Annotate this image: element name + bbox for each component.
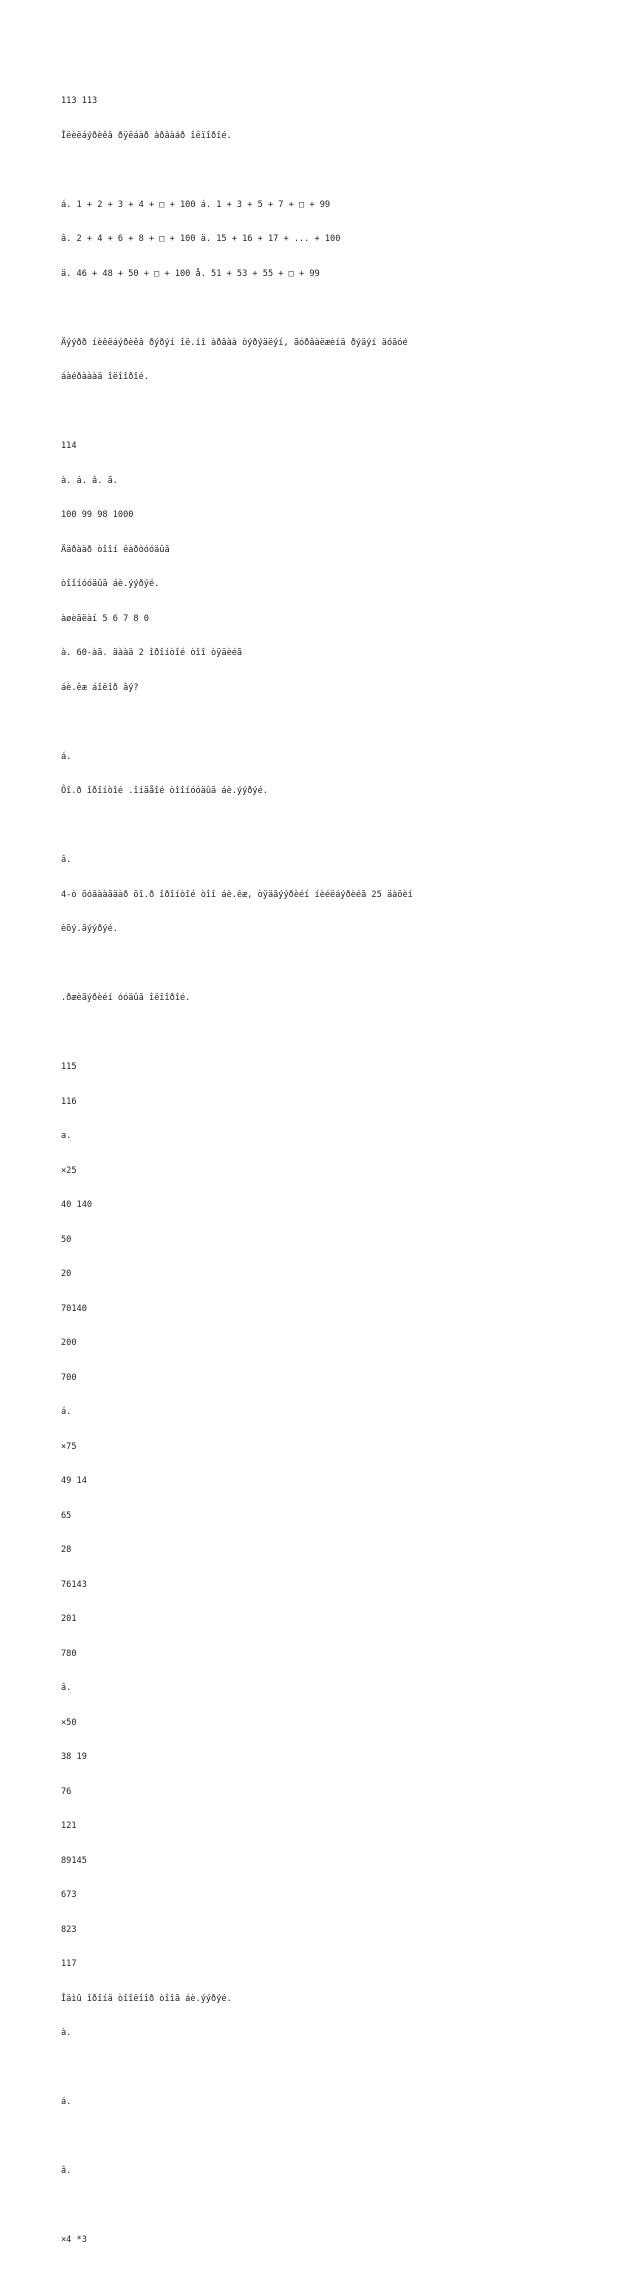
text-line: 28 — [61, 1545, 72, 1555]
text-line: Îäìû îðîíä òîîëîîð òîîã áè.ýýðýé. — [61, 1993, 232, 2004]
text-line: Ääðààð òîîí êàðòóóäûã — [61, 544, 170, 555]
text-line: 20 — [61, 1269, 72, 1279]
text-line: à. 60-àã. äààä 2 îðîíòîé òîî òÿäèéã — [61, 648, 243, 658]
text-line: èõý.ãýýðýé. — [61, 924, 118, 934]
text-line — [61, 959, 621, 971]
text-line: Äýýðð íèêëáýðèêâ ðýðýí îë.íî àðâàà òýðýäëýí, ãóðâàëæèíä ðýäýí äóãóé — [61, 337, 408, 348]
text-line: 38 19 — [61, 1752, 87, 1762]
text-line: 76 — [61, 1786, 72, 1797]
text-line — [61, 407, 621, 419]
text-line: á. 1 + 2 + 3 + 4 + □ + 100 á. 1 + 3 + 5 + 7 + □ + 99 — [61, 199, 331, 210]
text-line — [61, 2132, 621, 2144]
text-line: 113 113 — [61, 96, 98, 106]
text-line: â. 2 + 4 + 6 + 8 + □ + 100 ä. 15 + 16 + 17 + ... + 100 — [61, 234, 341, 244]
text-line: á. — [61, 2097, 72, 2107]
text-line: 121 — [61, 1821, 77, 1831]
text-line: à. á. â. ã. — [61, 475, 118, 486]
text-line: á. — [61, 751, 72, 762]
text-line: áàéðàààä îëîîðîé. — [61, 372, 149, 382]
text-line — [61, 165, 621, 177]
text-line: 50 — [61, 1234, 72, 1245]
document-text — [61, 73, 621, 2270]
text-line — [61, 717, 621, 729]
text-line: 823 — [61, 1924, 77, 1935]
text-line: 65 — [61, 1510, 72, 1521]
text-line: â. — [61, 855, 72, 865]
text-line: 117 — [61, 1959, 77, 1969]
text-line: 40 140 — [61, 1200, 93, 1210]
text-line — [61, 2063, 621, 2075]
text-line: â. — [61, 2166, 72, 2176]
text-line: 4-ò õóâààãäàð õî.ð îðîíòîé òîî áè.êæ, òÿäãýýðèéí íèéëáýðèéã 25 äàõèí — [61, 889, 413, 900]
text-line: â. — [61, 1683, 72, 1693]
text-line — [61, 821, 621, 833]
text-line: à. — [61, 2028, 72, 2038]
text-line: 100 99 98 1000 — [61, 510, 134, 520]
text-line: ×25 — [61, 1165, 77, 1176]
text-line: ×4 *3 — [61, 2235, 87, 2245]
text-line: 700 — [61, 1372, 77, 1383]
text-line: 201 — [61, 1614, 77, 1624]
text-line: àøèãëàí 5 6 7 8 0 — [61, 613, 149, 624]
text-line — [61, 303, 621, 315]
text-line: 116 — [61, 1096, 77, 1107]
text-line: ×50 — [61, 1717, 77, 1728]
text-line: Îëèëáýðèêâ ðÿëáàð àðâàáð îëïîðîé. — [61, 130, 232, 141]
text-line — [61, 2201, 621, 2213]
text-line: 673 — [61, 1890, 77, 1900]
text-line: Ôî.ð îðîíòîé .îíäåîé òîîíóóäûã áè.ýýðýé. — [61, 786, 268, 796]
text-line: 115 — [61, 1062, 77, 1072]
text-line: 200 — [61, 1338, 77, 1348]
text-line: 70140 — [61, 1303, 87, 1314]
text-line: 89145 — [61, 1855, 87, 1866]
text-line: .ðæèãýðèéí óóäûã îëîîðîé. — [61, 993, 191, 1003]
text-line: áè.êæ áîëîð âý? — [61, 682, 139, 693]
text-line: 49 14 — [61, 1476, 87, 1486]
text-line: 76143 — [61, 1579, 87, 1590]
text-line: ä. 46 + 48 + 50 + □ + 100 å. 51 + 53 + 55 + □ + 99 — [61, 268, 320, 279]
text-line: ×75 — [61, 1441, 77, 1452]
text-line: á. — [61, 1407, 72, 1417]
text-line: òîîíóóäûã áè.ýýðýé. — [61, 579, 160, 589]
text-line: 114 — [61, 441, 77, 451]
text-line: a. — [61, 1131, 72, 1141]
text-line — [61, 1028, 621, 1040]
text-line: 780 — [61, 1648, 77, 1659]
